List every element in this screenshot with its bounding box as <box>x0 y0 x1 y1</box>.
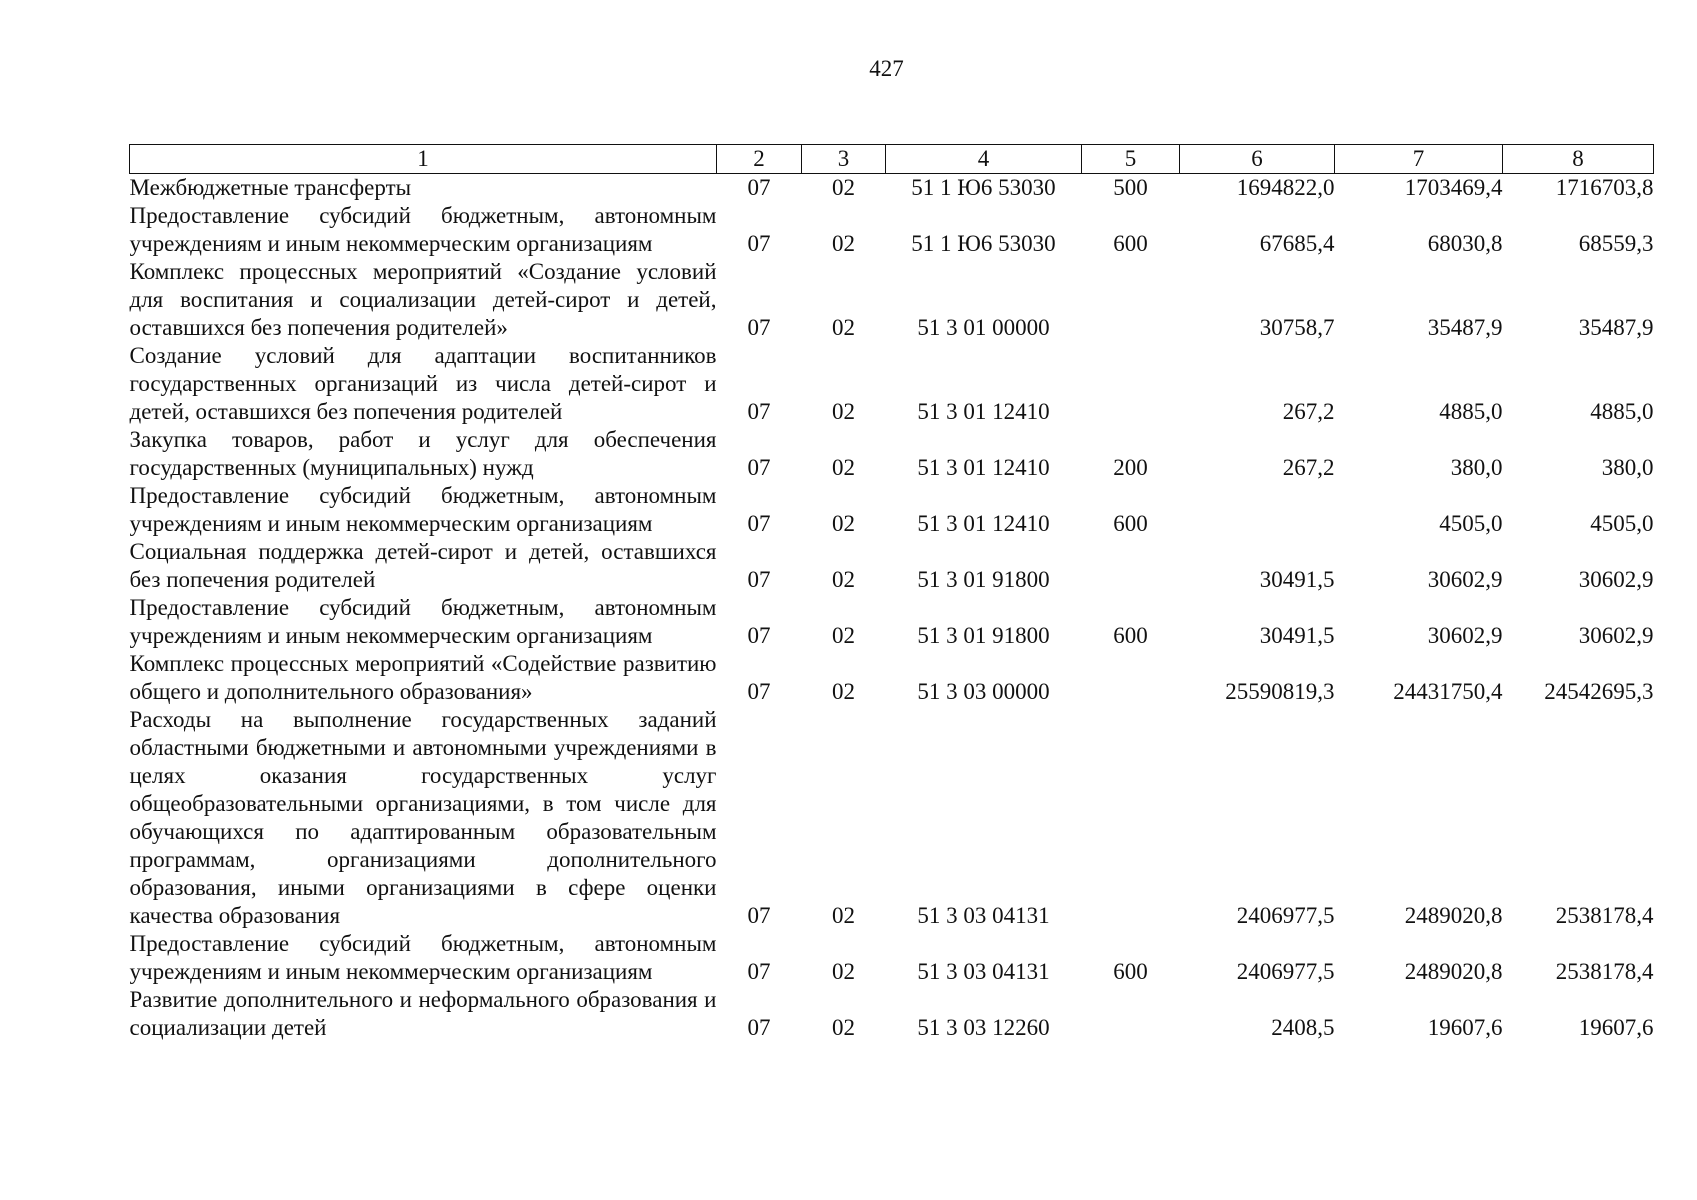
amount-col-7: 1703469,4 <box>1404 175 1503 200</box>
amount-col-6: 2406977,5 <box>1236 903 1335 928</box>
subsection-code: 02 <box>832 623 855 648</box>
table-header <box>130 145 1654 174</box>
target-item-code: 51 1 Ю6 53030 <box>911 175 1056 200</box>
amount-col-6: 267,2 <box>1282 455 1335 480</box>
amount-col-6: 30491,5 <box>1259 567 1335 592</box>
subsection-code: 02 <box>832 231 855 256</box>
amount-col-7: 4885,0 <box>1439 399 1503 424</box>
row-name: Предоставление субсидий бюджетным, автономным учреждениям и иным некоммерческим организациям <box>129 483 717 536</box>
table-row <box>130 538 1654 594</box>
subsection-code: 02 <box>832 455 855 480</box>
amount-col-8: 380,0 <box>1601 455 1654 480</box>
section-code: 07 <box>747 567 771 592</box>
row-name: Комплекс процессных мероприятий «Содействие развитию общего и дополнительного образования» <box>129 651 717 704</box>
section-code: 07 <box>747 315 771 340</box>
expense-type-code: 200 <box>1113 455 1148 480</box>
table-row <box>130 342 1654 426</box>
section-code: 07 <box>747 399 771 424</box>
row-name: Создание условий для адаптации воспитанников государственных организаций из числа детей-сирот и детей, оставшихся без попечения родителей <box>129 343 717 424</box>
expense-type-code: 500 <box>1113 175 1148 200</box>
page-number: 427 <box>869 56 904 81</box>
subsection-code: 02 <box>832 679 855 704</box>
amount-col-8: 35487,9 <box>1578 315 1654 340</box>
amount-col-6: 2408,5 <box>1271 1015 1335 1040</box>
header-col-6: 6 <box>1180 145 1335 174</box>
amount-col-7: 35487,9 <box>1427 315 1503 340</box>
row-name: Межбюджетные трансферты <box>129 175 412 200</box>
table-row <box>130 594 1654 650</box>
section-code: 07 <box>747 455 771 480</box>
subsection-code: 02 <box>832 511 855 536</box>
header-row <box>130 145 1654 174</box>
target-item-code: 51 1 Ю6 53030 <box>911 231 1056 256</box>
budget-table <box>129 144 1654 1042</box>
table-row <box>130 426 1654 482</box>
subsection-code: 02 <box>832 399 855 424</box>
target-item-code: 51 3 01 12410 <box>917 511 1050 536</box>
section-code: 07 <box>747 1015 771 1040</box>
row-name: Развитие дополнительного и неформального образования и социализации детей <box>129 987 717 1040</box>
target-item-code: 51 3 01 91800 <box>917 623 1050 648</box>
header-col-3: 3 <box>802 145 886 174</box>
amount-col-6: 67685,4 <box>1259 231 1335 256</box>
row-name: Расходы на выполнение государственных заданий областными бюджетными и автономными учреждениями в целях оказания государственных услуг общеобразовательными организациями, в том числе для обучающихся по адаптированным образовательным программам, организациями дополнительного образования, иными организациями в сфере оценки качества образования <box>129 707 717 928</box>
row-name: Комплекс процессных мероприятий «Создание условий для воспитания и социализации детей-сирот и детей, оставшихся без попечения родителей» <box>129 259 717 340</box>
table-row <box>130 930 1654 986</box>
expense-type-code <box>1082 986 1180 1042</box>
target-item-code: 51 3 01 91800 <box>917 567 1050 592</box>
section-code: 07 <box>747 903 771 928</box>
subsection-code: 02 <box>832 959 855 984</box>
header-col-7: 7 <box>1335 145 1503 174</box>
amount-col-8: 19607,6 <box>1578 1015 1654 1040</box>
section-code: 07 <box>747 175 771 200</box>
table-row <box>130 258 1654 342</box>
row-name: Закупка товаров, работ и услуг для обеспечения государственных (муниципальных) нужд <box>129 427 717 480</box>
subsection-code: 02 <box>832 903 855 928</box>
header-col-4: 4 <box>886 145 1082 174</box>
amount-col-8: 4505,0 <box>1590 511 1654 536</box>
target-item-code: 51 3 01 12410 <box>917 455 1050 480</box>
amount-col-8: 68559,3 <box>1578 231 1654 256</box>
section-code: 07 <box>747 679 771 704</box>
subsection-code: 02 <box>832 567 855 592</box>
target-item-code: 51 3 03 04131 <box>917 903 1050 928</box>
header-col-2: 2 <box>717 145 802 174</box>
amount-col-7: 30602,9 <box>1427 623 1503 648</box>
table-row <box>130 650 1654 706</box>
table-row <box>130 986 1654 1042</box>
subsection-code: 02 <box>832 315 855 340</box>
table-row <box>130 174 1654 203</box>
header-col-8: 8 <box>1503 145 1654 174</box>
expense-type-code <box>1082 342 1180 426</box>
row-name: Социальная поддержка детей-сирот и детей, оставшихся без попечения родителей <box>129 539 717 592</box>
amount-col-8: 2538178,4 <box>1555 903 1654 928</box>
amount-col-6: 30491,5 <box>1259 623 1335 648</box>
table-row <box>130 202 1654 258</box>
target-item-code: 51 3 01 00000 <box>917 315 1050 340</box>
target-item-code: 51 3 01 12410 <box>917 399 1050 424</box>
table-row <box>130 706 1654 930</box>
amount-col-7: 30602,9 <box>1427 567 1503 592</box>
amount-col-7: 4505,0 <box>1439 511 1503 536</box>
header-col-5: 5 <box>1082 145 1180 174</box>
row-name: Предоставление субсидий бюджетным, автономным учреждениям и иным некоммерческим организациям <box>129 595 717 648</box>
header-col-1: 1 <box>130 145 717 174</box>
expense-type-code: 600 <box>1113 623 1148 648</box>
expense-type-code: 600 <box>1113 959 1148 984</box>
amount-col-7: 19607,6 <box>1427 1015 1503 1040</box>
section-code: 07 <box>747 511 771 536</box>
amount-col-7: 2489020,8 <box>1404 903 1503 928</box>
amount-col-8: 24542695,3 <box>1544 679 1654 704</box>
subsection-code: 02 <box>832 175 855 200</box>
amount-col-8: 1716703,8 <box>1555 175 1654 200</box>
section-code: 07 <box>747 959 771 984</box>
amount-col-6: 30758,7 <box>1259 315 1335 340</box>
expense-type-code <box>1082 650 1180 706</box>
expense-type-code <box>1082 258 1180 342</box>
amount-col-8: 2538178,4 <box>1555 959 1654 984</box>
expense-type-code <box>1082 706 1180 930</box>
expense-type-code: 600 <box>1113 511 1148 536</box>
target-item-code: 51 3 03 00000 <box>917 679 1050 704</box>
target-item-code: 51 3 03 12260 <box>917 1015 1050 1040</box>
amount-col-6: 1694822,0 <box>1236 175 1335 200</box>
amount-col-6: 2406977,5 <box>1236 959 1335 984</box>
table-row <box>130 482 1654 538</box>
amount-col-8: 30602,9 <box>1578 567 1654 592</box>
table-body <box>130 174 1654 1043</box>
target-item-code: 51 3 03 04131 <box>917 959 1050 984</box>
amount-col-6: 267,2 <box>1282 399 1335 424</box>
row-name: Предоставление субсидий бюджетным, автономным учреждениям и иным некоммерческим организациям <box>129 203 717 256</box>
expense-type-code: 600 <box>1113 231 1148 256</box>
amount-col-7: 380,0 <box>1450 455 1503 480</box>
subsection-code: 02 <box>832 1015 855 1040</box>
section-code: 07 <box>747 623 771 648</box>
amount-col-8: 4885,0 <box>1590 399 1654 424</box>
row-name: Предоставление субсидий бюджетным, автономным учреждениям и иным некоммерческим организациям <box>129 931 717 984</box>
section-code: 07 <box>747 231 771 256</box>
amount-col-6 <box>1180 482 1335 538</box>
amount-col-7: 68030,8 <box>1427 231 1503 256</box>
amount-col-7: 24431750,4 <box>1393 679 1503 704</box>
amount-col-6: 25590819,3 <box>1225 679 1335 704</box>
expense-type-code <box>1082 538 1180 594</box>
amount-col-7: 2489020,8 <box>1404 959 1503 984</box>
amount-col-8: 30602,9 <box>1578 623 1654 648</box>
